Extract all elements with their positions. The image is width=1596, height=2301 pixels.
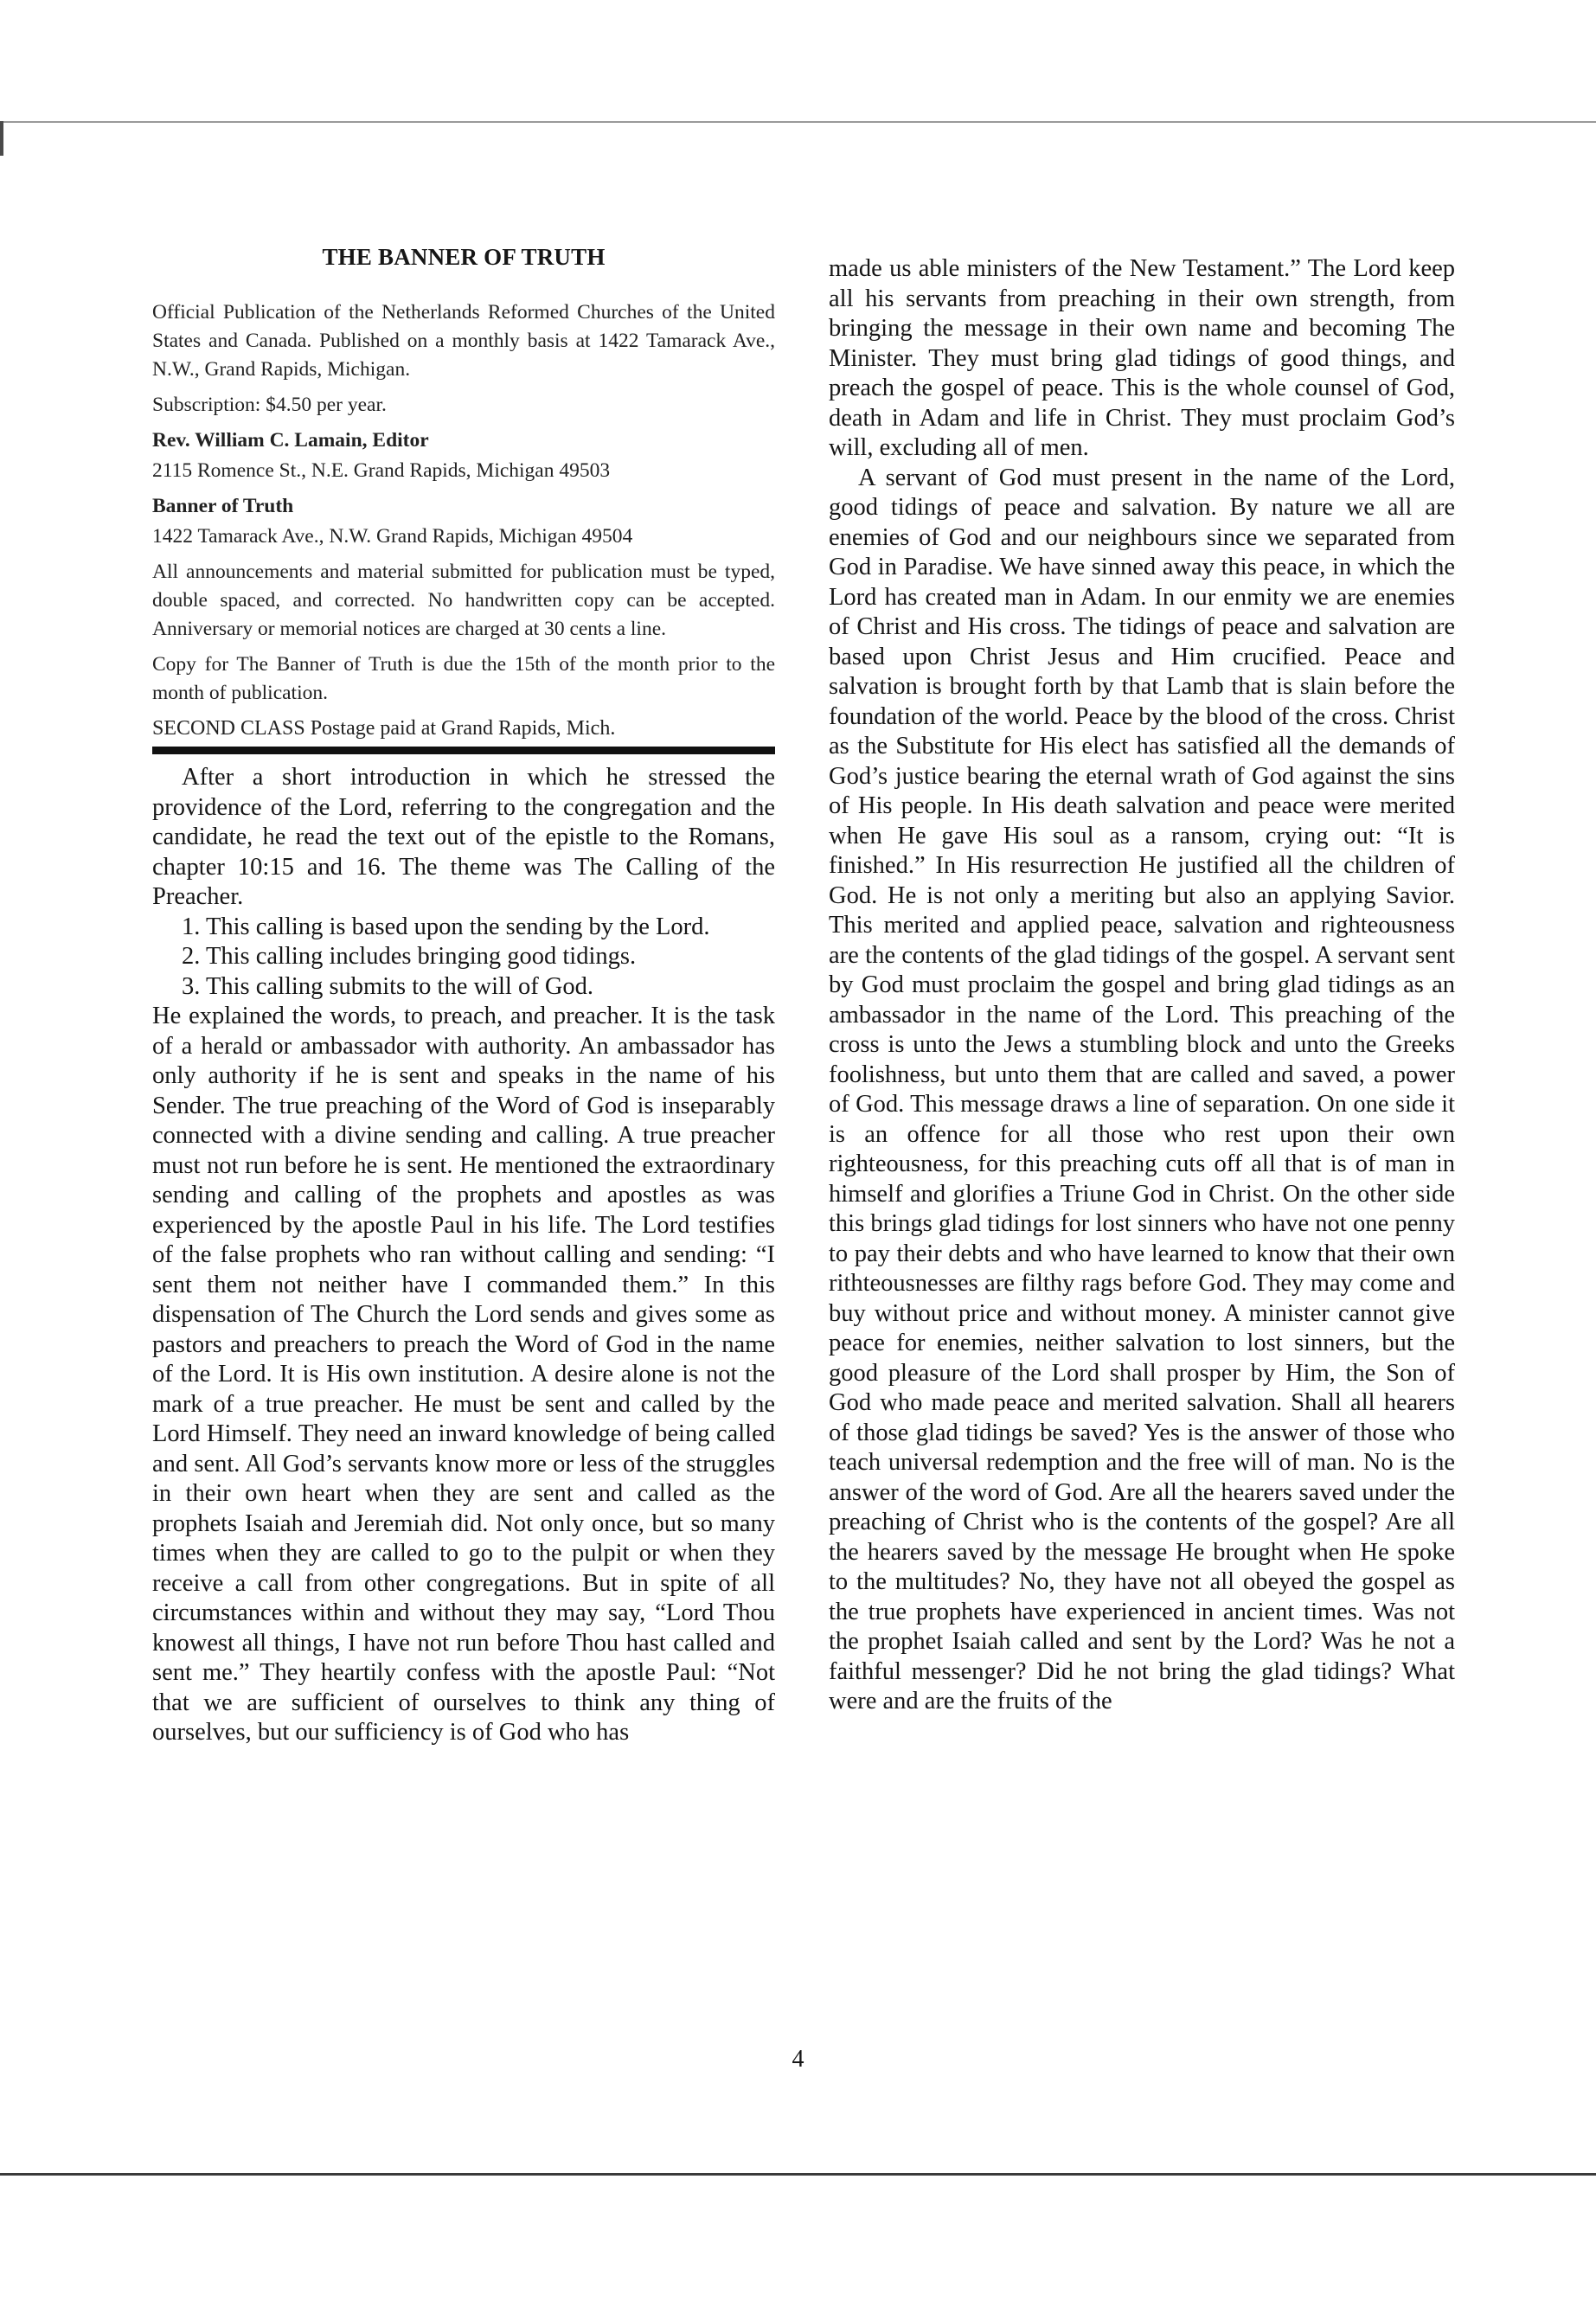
scan-bottom-edge [0, 2173, 1596, 2176]
scan-edge-mark [0, 121, 3, 156]
masthead-subscription: Subscription: $4.50 per year. [152, 394, 387, 416]
masthead-rule [152, 747, 775, 754]
masthead-editor-name [152, 426, 775, 455]
editor-name-text: Rev. William C. Lamain, Editor [152, 429, 429, 452]
theme-point-2: 2. This calling includes bringing good tidings. [182, 943, 637, 970]
masthead-official-text: Official Publication of the Netherlands Reformed Churches of the United States and Canada. Published on a monthly basis at 1422 Tamarack Ave., N.W., Grand Rapids, Michigan. [152, 301, 775, 381]
right-column [829, 254, 1455, 1717]
scan-page-edge [0, 121, 1596, 123]
left-column [152, 244, 775, 1748]
masthead-office-address: 1422 Tamarack Ave., N.W. Grand Rapids, Michigan 49504 [152, 525, 633, 548]
theme-point-1: 1. This calling is based upon the sending by the Lord. [182, 913, 710, 940]
theme-point-3: 3. This calling submits to the will of God. [182, 972, 594, 1000]
masthead [152, 244, 775, 743]
masthead-editor-address: 2115 Romence St., N.E. Grand Rapids, Michigan 49503 [152, 459, 611, 482]
masthead-title: THE BANNER OF TRUTH [322, 244, 606, 270]
intro-paragraph: After a short introduction in which he stressed the providence of the Lord, referring to the congregation and the candidate, he read the text out of the epistle to the Romans, chapter 10:15 and 16. The theme was The Calling of the Preacher. [152, 764, 775, 910]
masthead-postage: SECOND CLASS Postage paid at Grand Rapids, Mich. [152, 717, 616, 740]
scan-top-margin [0, 0, 1596, 121]
left-body-paragraph: He explained the words, to preach, and preacher. It is the task of a herald or ambassador with authority. An ambassador has only authority if he is sent and speaks in the name of his Sender. The true preaching of the Word of God is inseparably connected with a divine sending and calling. A true preacher must not run before he is sent. He mentioned the extraordinary sending and calling of the prophets and apostles as was experienced by the apostle Paul in his life. The Lord testifies of the false prophets who ran without calling and sending: “I sent them not neither have I commanded them.” In this dispensation of The Church the Lord sends and gives some as pastors and preachers to preach the Word of God in the name of the Lord. It is His own institution. A desire alone is not the mark of a true preacher. He must be sent and called by the Lord Himself. They need an inward knowledge of being called and sent. All God’s servants know more or less of the struggles in their own heart when they are sent and called as the prophets Isaiah and Jeremiah did. Not only once, but so many times when they are called to go to the pulpit or when they receive a call from other congregations. But in spite of all circumstances within and without they may say, “Lord Thou knowest all things, I have not run before Thou hast called and sent me.” They heartily confess with the apostle Paul: “Not that we are sufficient of ourselves to think any thing of ourselves, but our sufficiency is of God who has [152, 1003, 775, 1746]
masthead-copy-due: Copy for The Banner of Truth is due the 15th of the month prior to the month of publication. [152, 653, 775, 704]
masthead-announcements: All announcements and material submitted for publication must be typed, double spaced, and corrected. No handwritten copy can be accepted. Anniversary or memorial notices are charged at 30 cents a line. [152, 561, 775, 640]
office-name-text: Banner of Truth [152, 495, 294, 517]
right-body-paragraph: A servant of God must present in the name of the Lord, good tidings of peace and salvation. By nature we all are enemies of God and our neighbours since we separated from God in Paradise. We have sinned away this peace, in which the Lord has created man in Adam. In our enmity we are enemies of Christ and His cross. The tidings of peace and salvation are based upon Christ Jesus and Him crucified. Peace and salvation is brought forth by that Lamb that is slain before the foundation of the world. Peace by the blood of the cross. Christ as the Substitute for His elect has satisfied all the demands of God’s justice bearing the eternal wrath of God against the sins of His people. In His death salvation and peace were merited when He gave His soul as a ransom, crying out: “It is finished.” In His resurrection He justified all the children of God. He is not only a meriting but also an applying Savior. This merited and applied peace, salvation and righteousness are the contents of the glad tidings of the gospel. A servant sent by God must proclaim the gospel and bring glad tidings as an ambassador in the name of the Lord. This preaching of the cross is unto the Jews a stumbling block and unto the Greeks foolishness, but unto them that are called and saved, a power of God. This message draws a line of separation. On one side it is an offence for all those who rest upon their own righteousness, for this preaching cuts off all that is of man in himself and glorifies a Triune God in Christ. On the other side this brings glad tidings for lost sinners who have not one penny to pay their debts and who have learned to know that their own rithteousnesses are filthy rags before God. They may come and buy without price and without money. A minister cannot give peace for enemies, neither salvation to lost sinners, but the good pleasure of the Lord shall prosper by Him, the Son of God who made peace and merited salvation. Shall all hearers of those glad tidings be saved? Yes is the answer of those who teach universal redemption and the free will of man. No is the answer of the word of God. Are all the hearers saved under the preaching of Christ who is the contents of the gospel? Are all the hearers saved by the message He brought when He spoke to the multitudes? No, they have not all obeyed the gospel as the true prophets have experienced in ancient times. Was not the prophet Isaiah called and sent by the Lord? Was he not a faithful messenger? Did he not bring the glad tidings? What were and are the fruits of the [829, 464, 1455, 1715]
masthead-office-name [152, 492, 775, 521]
right-continuation-paragraph: made us able ministers of the New Testament.” The Lord keep all his servants from preaching in their own strength, from bringing the message in their own name and becoming The Minister. They must bring glad tidings of good things, and preach the gospel of peace. This is the whole counsel of God, death in Adam and life in Christ. They must proclaim God’s will, excluding all of men. [829, 255, 1455, 461]
page-number: 4 [792, 2046, 804, 2073]
